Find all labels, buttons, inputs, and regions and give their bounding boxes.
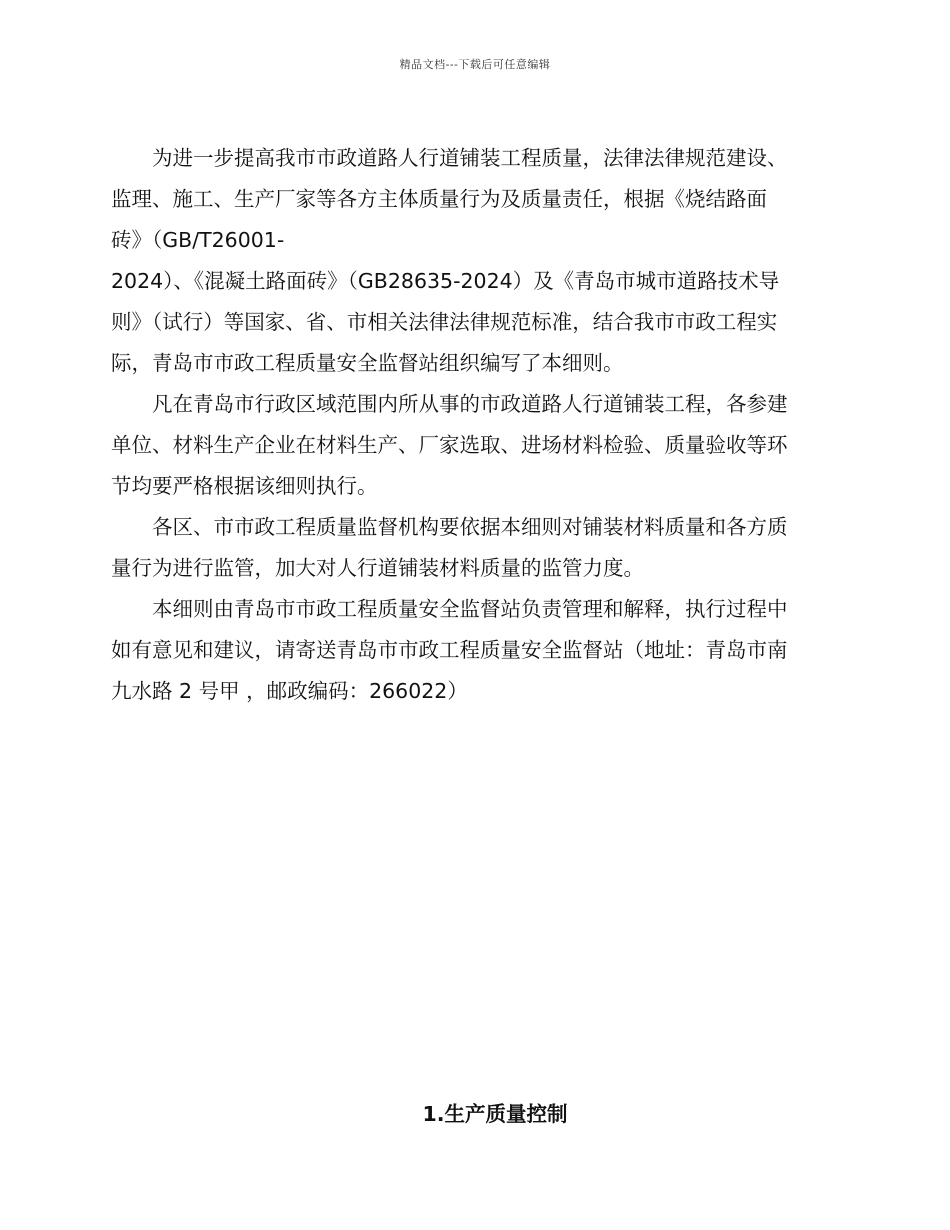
text-line: 量行为进行监管，加大对人行道铺装材料质量的监管力度。 [111, 556, 644, 580]
paragraph-supervision [111, 507, 843, 589]
paragraph-contact [111, 589, 843, 712]
text-line: 砖》（GB/T26001- [111, 228, 285, 252]
text-line: 本细则由青岛市市政工程质量安全监督站负责管理和解释，执行过程中 [152, 597, 788, 621]
text-line: 九水路 2 号甲 ，邮政编码：266022） [111, 679, 468, 703]
text-line: 际，青岛市市政工程质量安全监督站组织编写了本细则。 [111, 351, 624, 375]
text-line: 如有意见和建议，请寄送青岛市市政工程质量安全监督站（地址：青岛市南 [111, 638, 788, 662]
text-line: 凡在青岛市行政区域范围内所从事的市政道路人行道铺装工程，各参建 [152, 392, 788, 416]
document-header-note: 精品文档---下载后可任意编辑 [399, 58, 551, 71]
text-line: 则》（试行）等国家、省、市相关法律法律规范标准，结合我市市政工程实 [111, 310, 778, 334]
text-line: 监理、施工、生产厂家等各方主体质量行为及质量责任，根据《烧结路面 [111, 187, 767, 211]
text-line: 为进一步提高我市市政道路人行道铺装工程质量，法律法律规范建设、 [152, 146, 788, 170]
paragraph-scope [111, 384, 843, 507]
text-line: 节均要严格根据该细则执行。 [111, 474, 378, 498]
section-heading: 1.生产质量控制 [422, 1102, 568, 1126]
text-line: 2024）、《混凝土路面砖》（GB28635-2024）及《青岛市城市道路技术导 [111, 269, 780, 293]
paragraph-purpose [111, 138, 843, 384]
text-line: 各区、市市政工程质量监督机构要依据本细则对铺装材料质量和各方质 [152, 515, 788, 539]
text-line: 单位、材料生产企业在材料生产、厂家选取、进场材料检验、质量验收等环 [111, 433, 788, 457]
